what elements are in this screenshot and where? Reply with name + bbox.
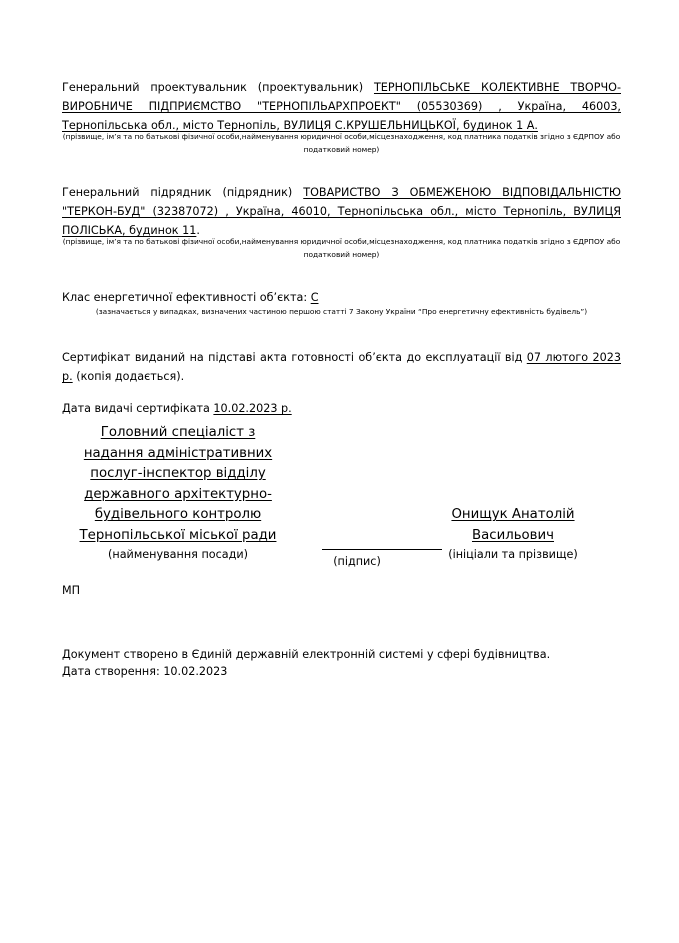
issue-date-label: Дата видачі сертифіката xyxy=(62,402,210,415)
signatory-position xyxy=(62,423,294,546)
general-designer-paragraph xyxy=(62,78,621,135)
general-designer-label: Генеральний проектувальник (проектувальник) xyxy=(62,81,364,94)
general-designer-note: (прізвище, ім’я та по батькові фізичної особи,найменування юридичної особи,місцезнаходження, код платника податків згідно з ЄДРПОУ або податковий номер) xyxy=(62,132,621,154)
signature-line xyxy=(322,549,442,550)
certificate-basis-text: Сертифікат виданий на підставі акта готовності об’єкта до експлуатації від xyxy=(62,351,523,364)
position-line: державного архітектурно- xyxy=(84,486,272,502)
energy-class-line xyxy=(62,289,621,306)
issue-date-value: 10.02.2023 р. xyxy=(213,402,292,415)
position-line: послуг-інспектор відділу xyxy=(90,466,266,481)
general-contractor-note: (прізвище, ім’я та по батькові фізичної особи,найменування юридичної особи,місцезнаходження, код платника податків згідно з ЄДРПОУ або податковий номер) xyxy=(62,237,621,259)
signature-caption: (підпис) xyxy=(333,555,381,568)
position-line: будівельного контролю xyxy=(94,507,262,522)
certificate-basis-text-after: (копія додається). xyxy=(76,370,185,383)
footer-created-line xyxy=(62,663,621,680)
general-contractor-value: ТОВАРИСТВО З ОБМЕЖЕНОЮ ВІДПОВІДАЛЬНІСТЮ "ТЕРКОН-БУД" (32387072) , Україна, 46010, Тернопільська обл., місто Тернопіль, ВУЛИЦЯ ПОЛІСЬКА, будинок 11 xyxy=(62,186,622,237)
footer-created-value: 10.02.2023 xyxy=(163,665,228,678)
position-caption: (найменування посади) xyxy=(108,548,248,561)
position-line: Головний спеціаліст з xyxy=(100,425,256,440)
general-designer-value: ТЕРНОПІЛЬСЬКЕ КОЛЕКТИВНЕ ТВОРЧО-ВИРОБНИЧЕ ПІДПРИЄМСТВО "ТЕРНОПІЛЬАРХПРОЕКТ" (05530369) , Україна, 46003, Тернопільська обл., місто Тернопіль, ВУЛИЦЯ С.КРУШЕЛЬНИЦЬКОЇ, будинок 1 А. xyxy=(62,81,621,132)
certificate-basis-date: 07 лютого 2023 р. xyxy=(62,351,621,383)
general-contractor-suffix: . xyxy=(196,224,200,237)
name-line: Васильович xyxy=(471,527,555,543)
position-line: надання адміністративних xyxy=(83,445,273,461)
issue-date-line xyxy=(62,400,621,417)
general-contractor-paragraph xyxy=(62,183,621,240)
footer-created-label: Дата створення: xyxy=(62,665,160,678)
general-contractor-label: Генеральний підрядник (підрядник) xyxy=(62,186,293,199)
signatory-name xyxy=(440,505,586,546)
certificate-basis-paragraph xyxy=(62,348,621,386)
stamp-label: МП xyxy=(62,584,81,597)
name-line: Онищук Анатолій xyxy=(451,507,575,522)
position-line: Тернопільської міської ради xyxy=(79,527,277,543)
energy-class-label: Клас енергетичної ефективності об’єкта: xyxy=(62,291,308,304)
energy-class-value: С xyxy=(310,291,319,304)
energy-class-note: (зазначається у випадках, визначених частиною першою статті 7 Закону України “Про енергетичну ефективність будівель”) xyxy=(95,307,588,316)
footer-system-note: Документ створено в Єдиній державній електронній системі у сфері будівництва. xyxy=(62,648,551,661)
name-caption: (ініціали та прізвище) xyxy=(448,548,578,561)
